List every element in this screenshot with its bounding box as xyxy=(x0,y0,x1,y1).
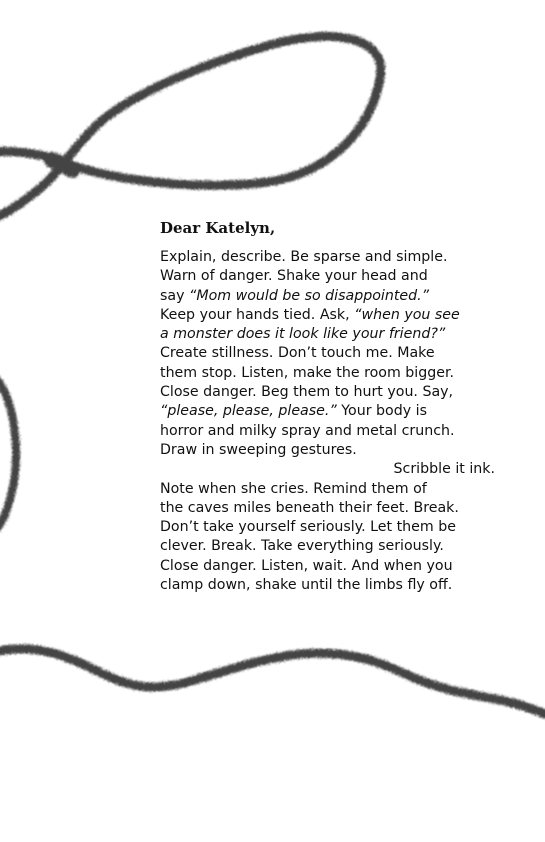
top-loop-scribble xyxy=(0,36,381,218)
letter-line xyxy=(160,576,500,595)
line-text: them stop. Listen, make the room bigger. xyxy=(160,364,455,381)
line-text: Keep your hands tied. Ask, xyxy=(160,306,355,323)
letter-line xyxy=(160,325,500,344)
scribble-knot xyxy=(52,160,72,170)
line-text: say xyxy=(160,287,189,304)
letter-line xyxy=(160,383,500,402)
letter-line xyxy=(160,306,500,325)
line-text: Scribble it ink. xyxy=(393,461,495,478)
line-text: clever. Break. Take everything seriously. xyxy=(160,538,444,555)
line-text: Note when she cries. Remind them of xyxy=(160,480,427,497)
letter-line xyxy=(160,364,500,383)
letter-line xyxy=(160,267,500,286)
letter-body xyxy=(160,248,500,595)
letter-line xyxy=(160,537,500,556)
italic-quote: “please, please, please.” xyxy=(160,403,337,420)
letter-line xyxy=(160,402,500,421)
letter-line xyxy=(160,480,500,499)
letter-line xyxy=(160,441,500,460)
letter-text-block xyxy=(160,218,500,595)
letter-line xyxy=(160,248,500,267)
letter-line xyxy=(160,518,500,537)
letter-salutation: Dear Katelyn, xyxy=(160,219,276,237)
line-text: Don’t take yourself seriously. Let them be xyxy=(160,519,456,536)
italic-quote: a monster does it look like your friend?” xyxy=(160,326,446,343)
line-text: Close danger. Beg them to hurt you. Say, xyxy=(160,384,454,401)
line-text: Warn of danger. Shake your head and xyxy=(160,268,428,285)
line-text: horror and milky spray and metal crunch. xyxy=(160,422,455,439)
letter-line xyxy=(160,422,500,441)
bottom-wave-scribble xyxy=(0,649,545,716)
line-text: Draw in sweeping gestures. xyxy=(160,441,357,458)
line-text: Close danger. Listen, wait. And when you xyxy=(160,557,453,574)
line-text: the caves miles beneath their feet. Break. xyxy=(160,499,459,516)
left-edge-scribble xyxy=(0,378,16,530)
italic-quote: “when you see xyxy=(354,306,460,323)
line-text: Your body is xyxy=(336,403,427,420)
letter-line xyxy=(160,344,500,363)
letter-line xyxy=(160,287,500,306)
line-text: clamp down, shake until the limbs fly off. xyxy=(160,577,453,594)
letter-line xyxy=(160,499,500,518)
letter-line xyxy=(160,557,500,576)
italic-quote: “Mom would be so disappointed.” xyxy=(189,287,429,304)
letter-line xyxy=(160,460,500,479)
line-text: Explain, describe. Be sparse and simple. xyxy=(160,249,448,265)
line-text: Create stillness. Don’t touch me. Make xyxy=(160,345,435,362)
